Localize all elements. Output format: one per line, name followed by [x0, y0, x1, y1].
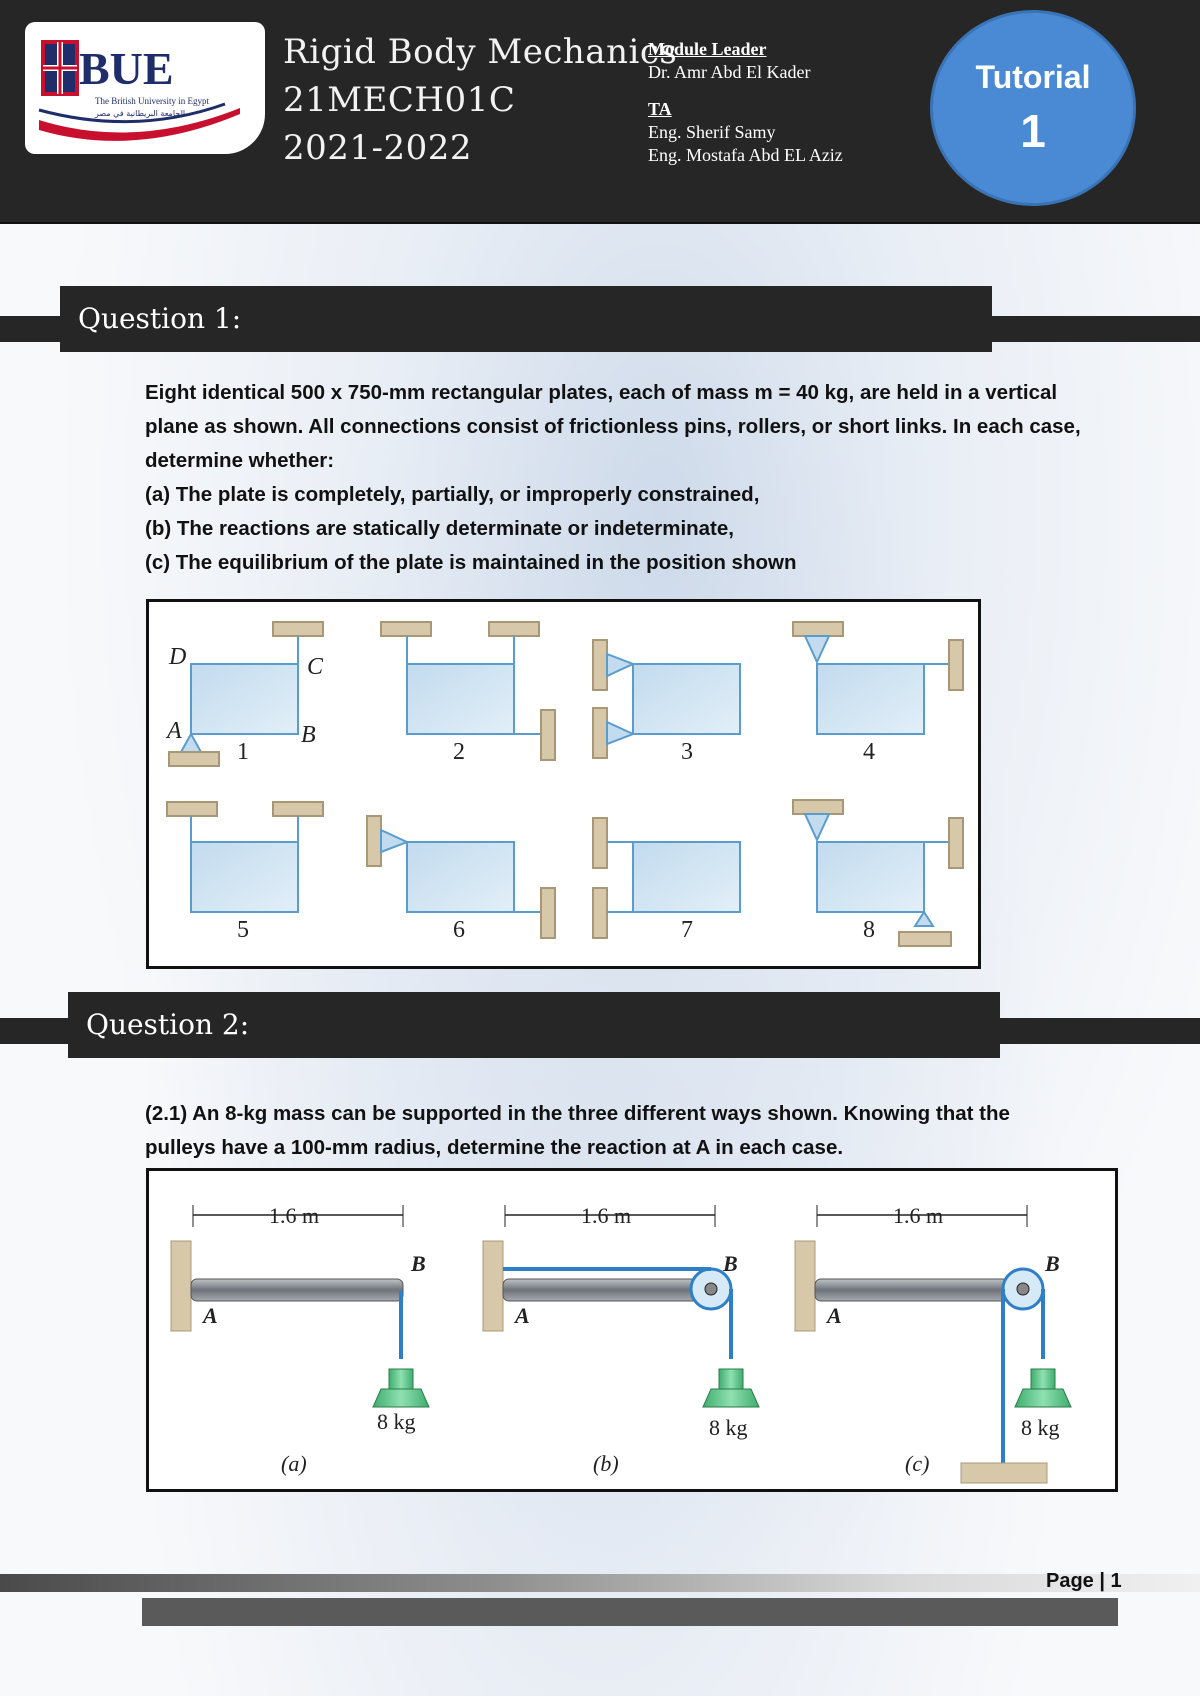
plate-1: [191, 664, 298, 734]
text-line: (a) The plate is completely, partially, or improperly constrained,: [145, 483, 760, 506]
text-line: Eight identical 500 x 750-mm rectangular plates, each of mass m = 40 kg, are held in a vertical: [145, 381, 1058, 404]
case-label: 8: [863, 917, 875, 943]
ta-label: TA: [648, 99, 672, 119]
question-2-text: [145, 1097, 1010, 1165]
point-a-label: A: [515, 1303, 530, 1328]
point-a-label: A: [827, 1303, 842, 1328]
text-line: (c) The equilibrium of the plate is maintained in the position shown: [145, 551, 797, 574]
module-leader-name: Dr. Amr Abd El Kader: [648, 62, 811, 82]
tutorial-label: Tutorial: [975, 58, 1091, 95]
case-label: 1: [237, 739, 249, 765]
case-label: (c): [905, 1451, 930, 1476]
text-line: plane as shown. All connections consist of frictionless pins, rollers, or short links. In each case,: [145, 415, 1081, 438]
plate-7: [633, 842, 740, 912]
academic-year: 2021-2022: [283, 128, 473, 168]
text-line: pulleys have a 100-mm radius, determine the reaction at A in each case.: [145, 1136, 844, 1159]
plate-3: [633, 664, 740, 734]
case-label: 5: [237, 917, 249, 943]
case-label: (a): [281, 1451, 307, 1476]
staff-info: [648, 38, 843, 167]
footer-rule: [0, 1574, 1200, 1592]
ta-name: Eng. Sherif Samy: [648, 122, 776, 142]
ta-name: Eng. Mostafa Abd EL Aziz: [648, 145, 843, 165]
point-label: D: [169, 644, 187, 670]
course-info: [283, 28, 677, 172]
point-label: A: [167, 718, 182, 744]
case-label: 6: [453, 917, 465, 943]
case-label: 4: [863, 739, 875, 765]
svg-text:الجامعة البريطانية في مصر: الجامعة البريطانية في مصر: [95, 109, 186, 118]
course-title: Rigid Body Mechanics: [283, 32, 678, 72]
point-b-label: B: [411, 1251, 426, 1276]
question-1-text: [145, 376, 1081, 580]
question-2-figure: [146, 1168, 1118, 1492]
pulley-diagram: [149, 1171, 1115, 1489]
dimension-label: 1.6 m: [269, 1203, 320, 1228]
dimension-label: 1.6 m: [581, 1203, 632, 1228]
plate-4: [817, 664, 924, 734]
plate-8: [817, 842, 924, 912]
tutorial-number: 1: [1020, 104, 1046, 157]
question-2-title: Question 2:: [68, 992, 1000, 1058]
page-number: Page | 1: [1046, 1570, 1122, 1592]
bue-logo: [25, 22, 265, 154]
case-label: 2: [453, 739, 465, 765]
case-label: 3: [681, 739, 693, 765]
mass-label: 8 kg: [709, 1415, 748, 1440]
svg-text:BUE: BUE: [79, 43, 174, 94]
point-b-label: B: [1045, 1251, 1060, 1276]
mass-label: 8 kg: [377, 1409, 416, 1434]
tutorial-badge: [930, 10, 1136, 206]
plate-6: [407, 842, 514, 912]
point-label: C: [307, 654, 324, 680]
point-label: B: [301, 722, 316, 748]
module-leader-label: Module Leader: [648, 39, 767, 59]
plate-5: [191, 842, 298, 912]
plate-2: [407, 664, 514, 734]
case-label: (b): [593, 1451, 619, 1476]
mass-label: 8 kg: [1021, 1415, 1060, 1440]
question-1-title: Question 1:: [60, 286, 992, 352]
plates-diagram: [149, 602, 978, 966]
point-b-label: B: [723, 1251, 738, 1276]
text-line: (2.1) An 8-kg mass can be supported in the three different ways shown. Knowing that the: [145, 1102, 1010, 1125]
point-a-label: A: [203, 1303, 218, 1328]
dimension-label: 1.6 m: [893, 1203, 944, 1228]
course-code: 21MECH01C: [283, 80, 516, 120]
bue-logo-graphic: [25, 22, 265, 154]
case-label: 7: [681, 917, 693, 943]
svg-text:The British University in Egyp: The British University in Egypt: [95, 96, 209, 106]
question-1-figure: [146, 599, 981, 969]
header-banner: [0, 0, 1200, 224]
footer-bar: [142, 1598, 1118, 1626]
case-c: [795, 1205, 1071, 1483]
text-line: determine whether:: [145, 449, 335, 472]
text-line: (b) The reactions are statically determinate or indeterminate,: [145, 517, 734, 540]
